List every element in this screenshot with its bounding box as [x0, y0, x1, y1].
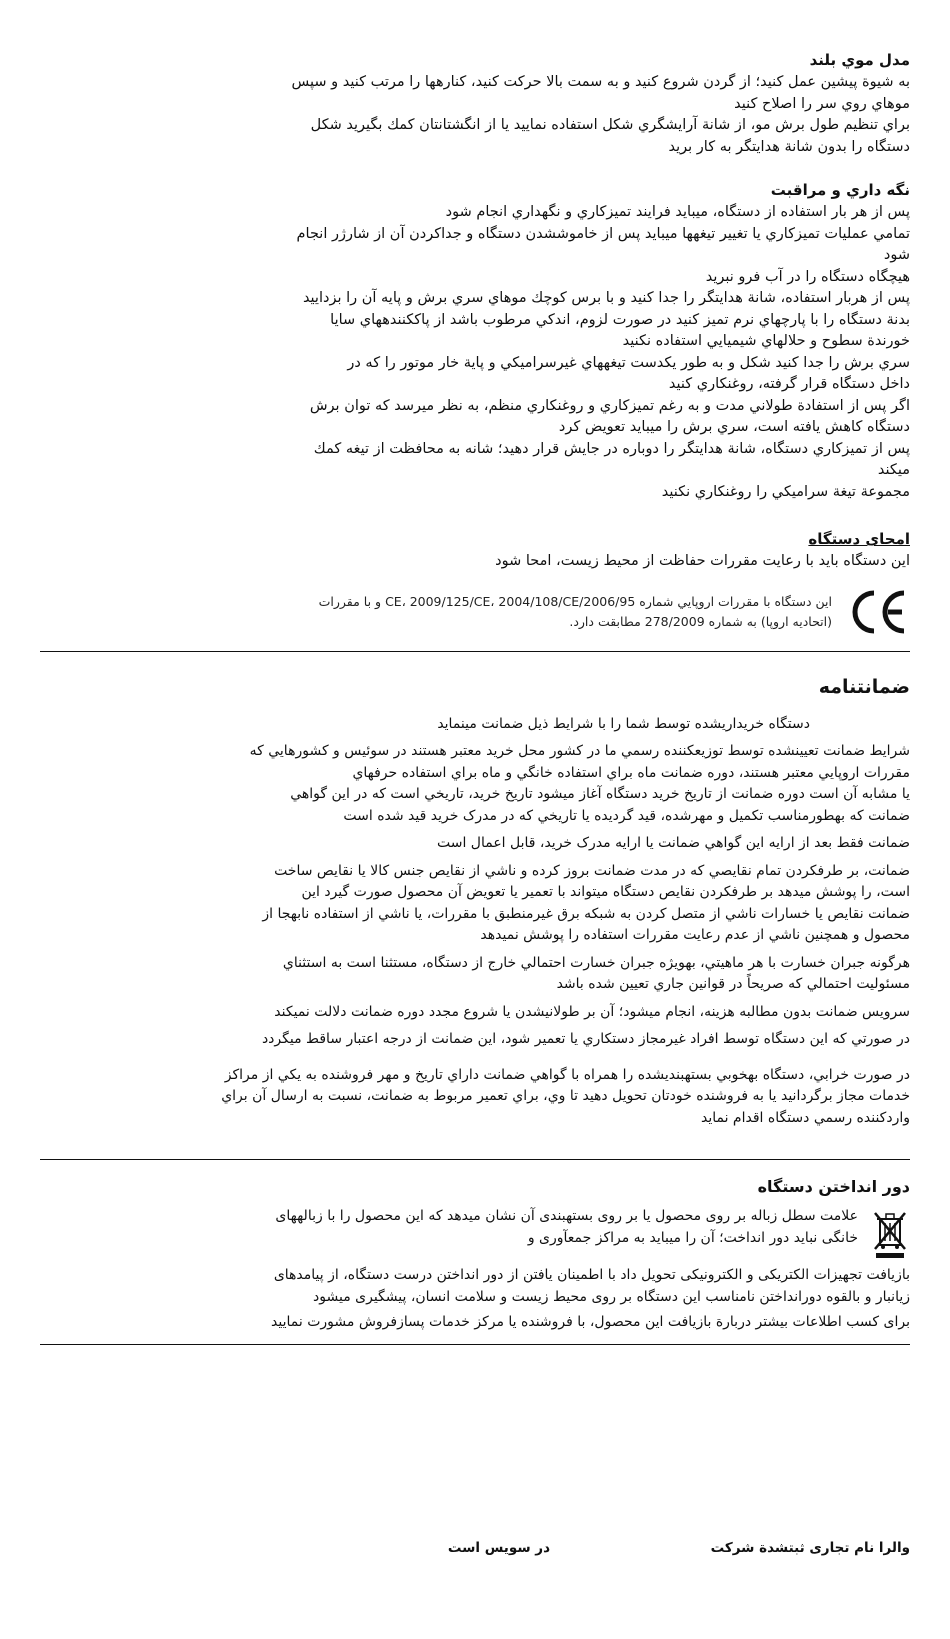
disposal-line: زيانبار و بالقوه دورانداختن نامناسب اين دستگاه بر روی محيط زيست و سلامت انسان، پيشگيری میشود — [313, 1288, 910, 1305]
warranty-paragraph: ضمانت، بر طرفكردن تمام نقايصي كه در مدت ضمانت بروز كرده و ناشي از نقايص جنس كالا يا نقايص ساخت است، را پوشش ميدهد بر طرفكردن نقايص دستگاه ميتواند با تعمير يا تعويض آن محصول صورت گيرد اين ضمانت نقايص يا خسارات ناشي از متصل كردن به شبكه برق غيرمنطبق با مقررات، يا ناشي از استفاده نابهجا از محصول و همچنين ناشي از عدم رعايت مقررات استفاده را پوشش نميدهد — [262, 862, 910, 943]
care-line: پس از هر بار استفاده از دستگاه، ميبايد فرايند تميزكاري و نگهداري انجام شود — [445, 204, 910, 220]
footer-trademark: والرا نام تجاری ثبتشدة شركت — [710, 1540, 910, 1556]
disposal-line: برای كسب اطلاعات بيشتر دربارة بازيافت اين محصول، با فروشنده يا مركز خدمات پسازفروش مشورت نماييد — [271, 1314, 910, 1330]
care-line: مجموعة تيغة سراميكي را روغنكاري نكنيد — [661, 483, 910, 500]
care-section — [40, 180, 910, 503]
care-line: اگر پس از استفادة طولاني مدت و به رغم تميزكاري و روغنكاري منظم، به نظر ميرسد كه توان برش — [309, 397, 910, 414]
disposal-line: علامت سطل زباله بر روی محصول يا بر روی بستهبندی آن نشان میدهد كه اين محصول را با زبالههای — [275, 1208, 858, 1224]
long-hair-title: مدل موي بلند — [809, 51, 910, 69]
svg-text:CE: CE — [844, 586, 846, 588]
warranty-paragraph: سرويس ضمانت بدون مطالبه هزينه، انجام ميشود؛ آن بر طولانيشدن يا شروع مجدد دوره ضمانت دلالت نميكند — [274, 1003, 910, 1020]
care-line: هيچگاه دستگاه را در آب فرو نبريد — [705, 268, 910, 285]
crossed-bin-icon — [870, 1209, 910, 1259]
warranty-paragraph: شرايط ضمانت تعيينشده توسط توزيعكننده رسمي ما در كشور محل خريد معتبر هستند در سوئيس و كشورهايي كه مقررات اروپايي معتبر هستند، دوره ضمانت ماه براي استفاده خانگي و ماه براي استفاده حرفهاي يا مشابه آن است دوره ضمانت از تاريخ خريد دستگاه آغاز ميشود تاريخ خريد، تاريخي است كه در اين گواهي ضمانت كه بهطورمناسب تكميل و مهرشده، قيد گرديده يا تاريخي كه در مدرک خريد قيد شده است — [249, 743, 910, 824]
warranty-paragraph: در صورت خرابي، دستگاه بهخوبي بستهبنديشده را همراه با گواهي ضمانت داراي تاريخ و مهر فروشنده به يكي از مراكز خدمات مجاز برگردانيد يا به فروشنده خودتان تحويل دهيد تا وي، براي تعمير مربوط به ضمانت، نسبت به ارسال آن براي واردكننده رسمي دستگاه اقدام نمايد — [221, 1066, 910, 1126]
ce-line: (اتحاديه اروپا) به شماره 278/2009 مطابقت دارد. — [569, 613, 832, 629]
long-hair-line: به شيوة پيشين عمل كنيد؛ از گردن شروع كنيد و به سمت بالا حركت كنيد، كنارهها را مرتب كنيد و سپس — [291, 74, 910, 90]
manual-page — [40, 50, 910, 1345]
care-line: پس از تميزكاري دستگاه، شانة هدايتگر را دوباره در جايش قرار دهيد؛ شانه به محافظت از تيغه كمك — [313, 440, 910, 457]
long-hair-section — [40, 50, 910, 158]
disposal-short-section — [40, 529, 910, 573]
ce-line: اين دستگاه با مقررات اروپايي شماره 2006/95/CE، 2009/125/CE، 2004/108/CE و با مقررات — [318, 593, 832, 609]
ce-mark-icon — [846, 587, 910, 637]
care-line: بدنة دستگاه را با پارچهاي نرم تميز كنيد در صورت لزوم، اندكي مرطوب باشد از پاككنندههاي سايا — [330, 311, 910, 328]
ce-notice — [40, 587, 910, 637]
long-hair-line: براي تنظيم طول برش مو، از شانة آرايشگري شكل استفاده نماييد يا از انگشتانتان كمك بگيريد شكل — [310, 117, 910, 133]
divider — [40, 1344, 910, 1345]
disposal-short-line: اين دستگاه بايد با رعايت مقررات حفاظت از محيط زيست، امحا شود — [495, 553, 910, 569]
warranty-paragraph: ضمانت فقط بعد از ارايه اين گواهي ضمانت يا ارايه مدرک خريد، قابل اعمال است — [436, 835, 910, 851]
footer-country: در سويس است — [447, 1540, 550, 1556]
warranty-section — [40, 674, 910, 1130]
care-line: سري برش را جدا كنيد شكل و به طور يكدست تيغههاي غيرسراميكي و پاية خار موتور را كه در — [347, 354, 910, 371]
care-line: خورندة سطوح و حلالهاي شيميايي استفاده نكنيد — [622, 333, 910, 349]
disposal-line: بازيافت تجهيزات الكتريكی و الكترونيكی تحويل داد با اطمينان يافتن از دور انداختن درست دستگاه، از پيامدهای — [273, 1267, 910, 1283]
care-line: شود — [883, 247, 910, 263]
disposal-short-title: امحای دستگاه — [808, 530, 910, 548]
disposal-title: دور انداختن دستگاه — [757, 1177, 910, 1196]
warranty-paragraph: هرگونه جبران خسارت با هر ماهيتي، بهويژه جبران خسارت احتمالي خارج از دستگاه، مستثنا است به استثناي مسئوليت احتمالي كه صريحاً در قوانين جاري تعيين شده باشد — [282, 954, 910, 992]
warranty-paragraph: دستگاه خريداريشده توسط شما را با شرايط ذيل ضمانت مينمايد — [437, 715, 810, 732]
warranty-title: ضمانتنامه — [818, 675, 910, 698]
care-line: پس از هربار استفاده، شانة هدايتگر را جدا كنيد و با برس كوچك موهاي سري برش و پايه آن را بزداييد — [302, 290, 910, 306]
care-title: نگه داري و مراقبت — [770, 181, 910, 199]
care-line: ميكند — [877, 462, 910, 478]
care-line: داخل دستگاه قرار گرفته، روغنكاري كنيد — [668, 376, 910, 392]
care-line: تمامي عمليات تميزكاري يا تغيير تيغهها ميبايد پس از خاموششدن دستگاه و جداكردن آن از شارژر انجام — [296, 225, 910, 242]
long-hair-line: موهاي روي سر را اصلاح كنيد — [734, 95, 910, 112]
long-hair-line: دستگاه را بدون شانة هدايتگر به كار بريد — [668, 138, 910, 155]
care-line: دستگاه كاهش يافته است، سري برش را ميبايد تعويض كرد — [558, 419, 910, 435]
disposal-line: خانگی نبايد دور انداخت؛ آن را میبايد به مراكز جمعآوری و — [527, 1229, 858, 1246]
warranty-paragraph: در صورتي كه اين دستگاه توسط افراد غيرمجاز دستكاري يا تعمير شود، اين ضمانت از درجه اعتبار ساقط ميگردد — [261, 1031, 910, 1047]
disposal-section — [40, 1174, 910, 1334]
